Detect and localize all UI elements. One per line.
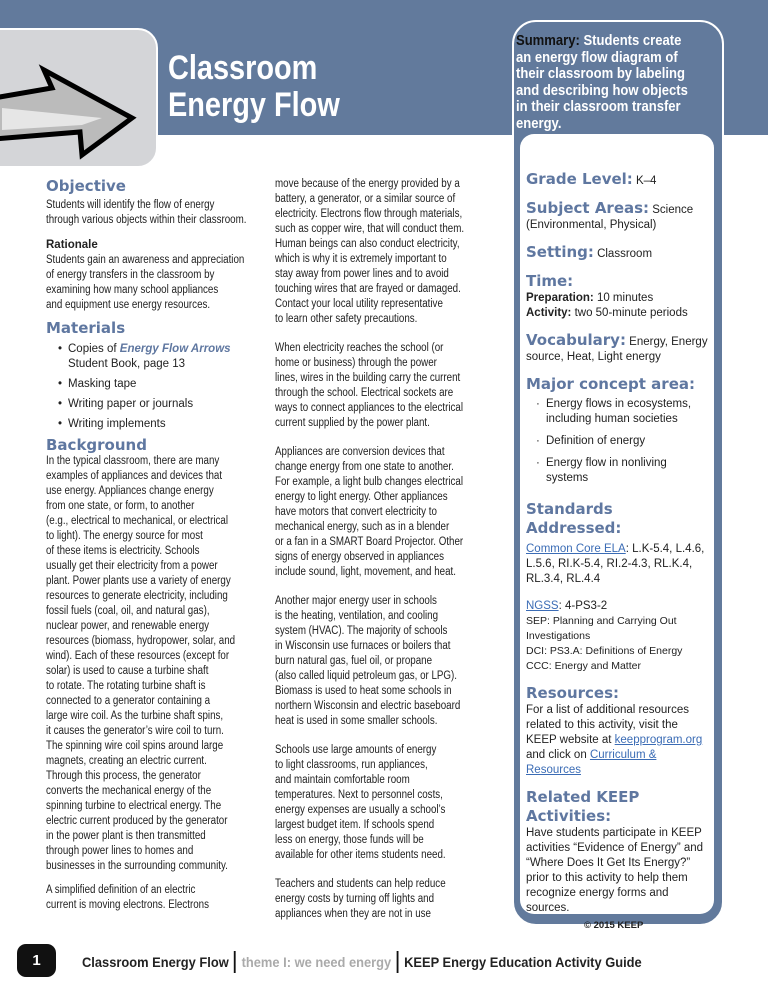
materials-heading: Materials xyxy=(46,319,126,337)
footer xyxy=(82,951,642,973)
concept-item: · Energy flow in nonliving systems xyxy=(546,456,711,486)
resources-text: For a list of additional resources related to this activity, visit the KEEP website at xyxy=(526,704,689,746)
materials-section xyxy=(46,319,271,437)
background-section xyxy=(46,436,268,874)
ngss-value: : 4-PS3-2 xyxy=(558,600,608,612)
background-continued xyxy=(46,883,238,913)
background-paragraph: In the typical classroom, there are many examples of appliances and devices that use energy. Appliances change energy from one state, or form, to another (e.g., electrical to mechanical, or electrical to light). The energy source for most of these items is electricity. Schools usually get their electricity from a power plant. Power plants use a variety of energy resources to generate electricity, including fossil fuels (coal, oil, and natural gas), nuclear power, and renewable energy resources (biomass, hydropower, solar, and wind). Each of these resources (except for solar) is used to cause a turbine shaft to rotate. The rotating turbine shaft is connected to a generator containing a large wire coil. As the turbine shaft spins, it causes the generator’s wire coil to turn. The spinning wire coil spins around large magnets, creating an electric current. Through this process, the generator converts the mechanical energy of the spinning turbine to electrical energy. The electric current produced by the generator in the power plant is then transmitted through power lines to homes and businesses in the surrounding community. xyxy=(46,455,236,872)
body-paragraph: When electricity reaches the school (or home or business) through the power lines, wires in the building carry the current through the school. Electrical sockets are ways to connect appliances to the electrical current supplied by the power plant. xyxy=(275,342,464,429)
objective-section xyxy=(46,177,282,228)
rationale-heading: Rationale xyxy=(46,239,98,251)
grade-value: K–4 xyxy=(632,175,657,187)
sep-text: SEP: Planning and Carrying Out Investigations xyxy=(526,615,677,642)
middle-column xyxy=(275,177,497,922)
related-label: Related KEEP Activities: xyxy=(526,788,640,825)
body-paragraph: Another major energy user in schools is the heating, ventilation, and cooling system (HVAC). The majority of schools in Wisconsin use furnaces or boilers that burn natural gas, fuel oil, or propane (also called liquid petroleum gas, or LPG). Biomass is used to heat some schools in northern Wisconsin and electric baseboard heat is used in some smaller schools. xyxy=(275,595,461,727)
summary: Summary: Students create an energy flow diagram of their classroom by labeling and describing how objects in their classroom transfer energy. xyxy=(516,33,688,132)
ccc-text: CCC: Energy and Matter xyxy=(526,660,641,672)
concept-item: · Definition of energy xyxy=(546,434,711,449)
keepprogram-link[interactable]: keepprogram.org xyxy=(614,734,703,746)
vocab-label: Vocabulary: xyxy=(526,331,626,349)
objective-heading: Objective xyxy=(46,177,126,195)
vocab-value: Energy, Energy source, Heat, Light energy xyxy=(526,336,708,363)
materials-item: • Writing paper or journals xyxy=(68,397,271,412)
divider xyxy=(234,951,236,973)
activity-value: two 50-minute periods xyxy=(571,307,688,319)
standards-label: Standards Addressed: xyxy=(526,500,622,537)
body-paragraph: move because of the energy provided by a battery, a generator, or a similar source of electricity. Electrons flow through materials, such as copper wire, that will conduct them. Human beings can also conduct electricity, which is why it is extremely important to stay away from power lines and to avoid touching wires that are frayed or damaged. Contact your local utility representative to learn other safety precautions. xyxy=(275,178,465,325)
activity-label: Activity: xyxy=(526,307,572,319)
dci-text: DCI: PS3.A: Definitions of Energy xyxy=(526,645,683,657)
footer-theme: theme I: we need energy xyxy=(241,954,392,970)
rationale-section xyxy=(46,238,279,313)
arrow-icon xyxy=(0,28,158,168)
page-title: Classroom Energy Flow xyxy=(168,49,340,124)
materials-item: • Writing implements xyxy=(68,417,271,432)
prep-value: 10 minutes xyxy=(593,292,654,304)
grade-label: Grade Level: xyxy=(526,170,633,188)
copyright: © 2015 KEEP xyxy=(584,920,644,931)
objective-text: Students will identify the flow of energy through various objects within their classroom. xyxy=(46,199,247,226)
setting-label: Setting: xyxy=(526,243,594,261)
resources-text: and click on xyxy=(526,749,590,761)
page-number: 1 xyxy=(17,944,56,977)
concept-label: Major concept area: xyxy=(526,375,695,393)
resources-label: Resources: xyxy=(526,684,620,702)
prep-label: Preparation: xyxy=(526,292,594,304)
footer-guide: KEEP Energy Education Activity Guide xyxy=(404,954,642,970)
sidebar-content xyxy=(526,170,711,916)
rationale-text: Students gain an awareness and appreciation of energy transfers in the classroom by examining how many school appliances and equipment use energy resources. xyxy=(46,254,245,311)
footer-title: Classroom Energy Flow xyxy=(82,954,229,970)
setting-value: Classroom xyxy=(593,248,653,260)
background-heading: Background xyxy=(46,436,147,454)
related-text: Have students participate in KEEP activities “Evidence of Energy” and “Where Does It Get Its Energy?” prior to this activity to help them recognize energy forms and sources. xyxy=(526,827,704,914)
curriculum-link[interactable]: Curriculum & Resources xyxy=(526,749,657,776)
subject-value: Science (Environmental, Physical) xyxy=(526,204,694,231)
body-paragraph: Teachers and students can help reduce energy costs by turning off lights and appliances when they are not in use xyxy=(275,878,446,920)
time-label: Time: xyxy=(526,272,574,290)
background-paragraph: A simplified definition of an electric current is moving electrons. Electrons xyxy=(46,884,209,911)
common-core-link[interactable]: Common Core ELA xyxy=(526,543,626,555)
body-paragraph: Schools use large amounts of energy to light classrooms, run appliances, and maintain comfortable room temperatures. Next to personnel costs, energy expenses are usually a school’s largest budget item. If schools spend less on energy, those funds will be available for other items students need. xyxy=(275,744,446,861)
subject-label: Subject Areas: xyxy=(526,199,650,217)
divider xyxy=(397,951,399,973)
materials-item: • Masking tape xyxy=(68,377,271,392)
ccela-value: : L.K-5.4, L.4.6, L.5.6, RI.K-5.4, RI.2-4.3, RL.K.4, RL.3.4, RL.4.4 xyxy=(526,543,705,585)
materials-item: • Copies of Energy Flow Arrows Student Book, page 13 xyxy=(68,342,271,372)
body-paragraph: Appliances are conversion devices that change energy from one state to another. For example, a light bulb changes electrical energy to light energy. Other appliances have motors that convert electricity to mechanical energy, such as in a blender or a fan in a SMART Board Projector. Other signs of energy observed in appliances include sound, light, movement, and heat. xyxy=(275,446,464,578)
concept-item: · Energy flows in ecosystems, including human societies xyxy=(546,397,711,427)
ngss-link[interactable]: NGSS xyxy=(526,600,559,612)
